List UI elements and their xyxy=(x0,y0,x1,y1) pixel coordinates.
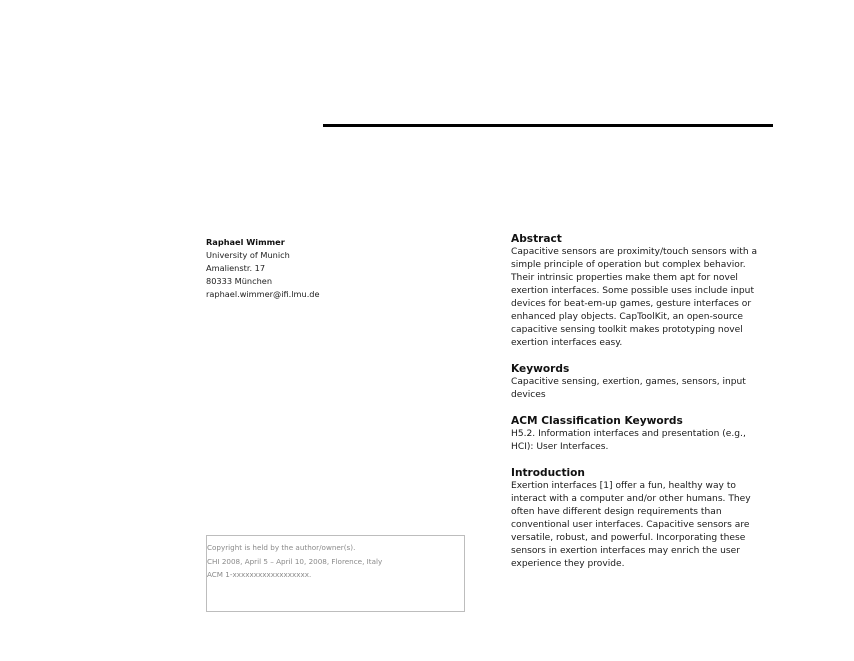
acm-classification-body xyxy=(511,428,773,454)
abstract-line: exertion interfaces. Some possible uses include input xyxy=(511,286,755,296)
abstract-heading: Abstract xyxy=(511,233,562,245)
introduction-section xyxy=(511,466,773,571)
author-name: Raphael Wimmer xyxy=(206,237,285,247)
introduction-line: sensors in exertion interfaces may enrich the user xyxy=(511,546,740,556)
acm-classification-heading: ACM Classification Keywords xyxy=(511,415,683,427)
abstract-line: exertion interfaces easy. xyxy=(511,338,623,348)
keywords-section xyxy=(511,362,773,402)
conference-line: CHI 2008, April 5 – April 10, 2008, Florence, Italy xyxy=(207,556,383,566)
introduction-line: often have different design requirements than xyxy=(511,507,722,517)
abstract-line: Capacitive sensors are proximity/touch sensors with a xyxy=(511,247,758,257)
acm-isbn-line: ACM 1-xxxxxxxxxxxxxxxxxx. xyxy=(207,570,312,579)
keywords-body xyxy=(511,376,773,402)
title-rule xyxy=(323,124,773,127)
introduction-heading: Introduction xyxy=(511,467,585,479)
author-city: 80333 München xyxy=(206,276,273,286)
author-affiliation: University of Munich xyxy=(206,250,290,260)
abstract-line: simple principle of operation but complex behavior. xyxy=(511,260,746,270)
keywords-heading: Keywords xyxy=(511,363,570,375)
abstract-line: Their intrinsic properties make them apt for novel xyxy=(511,273,738,283)
introduction-line: conventional user interfaces. Capacitive sensors are xyxy=(511,520,750,530)
introduction-line: versatile, robust, and powerful. Incorporating these xyxy=(511,533,746,543)
acm-classification-line: H5.2. Information interfaces and presentation (e.g., xyxy=(511,429,746,439)
acm-classification-line: HCI): User Interfaces. xyxy=(511,442,609,452)
acm-classification-section xyxy=(511,414,773,454)
introduction-line: Exertion interfaces [1] offer a fun, healthy way to xyxy=(511,481,736,491)
abstract-body xyxy=(511,246,773,350)
keywords-line: Capacitive sensing, exertion, games, sensors, input xyxy=(511,377,746,387)
author-street: Amalienstr. 17 xyxy=(206,263,266,273)
abstract-line: enhanced play objects. CapToolKit, an open-source xyxy=(511,312,743,322)
copyright-box xyxy=(206,535,465,612)
author-block xyxy=(206,236,466,301)
right-column xyxy=(511,232,773,571)
abstract-section xyxy=(511,232,773,350)
introduction-line: interact with a computer and/or other humans. They xyxy=(511,494,751,504)
introduction-line: experience they provide. xyxy=(511,559,625,569)
author-email: raphael.wimmer@ifi.lmu.de xyxy=(206,289,320,299)
abstract-line: devices for beat-em-up games, gesture interfaces or xyxy=(511,299,752,309)
keywords-line: devices xyxy=(511,390,546,400)
introduction-body xyxy=(511,480,773,571)
abstract-line: capacitive sensing toolkit makes prototyping novel xyxy=(511,325,743,335)
copyright-line: Copyright is held by the author/owner(s). xyxy=(207,543,356,552)
